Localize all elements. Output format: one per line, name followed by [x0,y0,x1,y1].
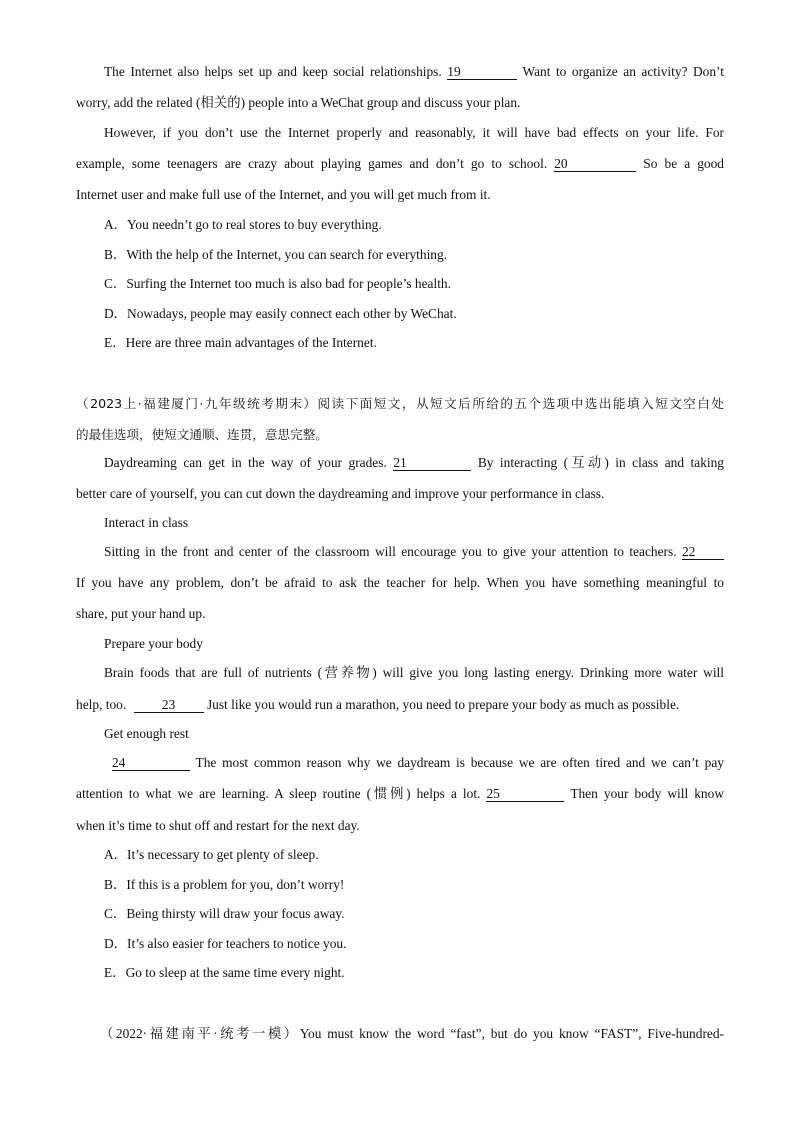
blank-21: 21 [393,455,471,471]
passage-line: help, too. 23 Just like you would run a marathon, you need to prepare your body as much as possible. [76,697,680,712]
instruction-line: （2023上·福建厦门·九年级统考期末）阅读下面短文，从短文后所给的五个选项中选出能填入短文空白处 [76,396,724,411]
section-heading: Prepare your body [104,636,203,651]
passage-line: Brain foods that are full of nutrients (营养物) will give you long lasting energy. Drinking more water will [104,665,724,680]
option-c: C．Being thirsty will draw your focus away. [104,906,345,921]
passage-line: share, put your hand up. [76,606,206,621]
passage-line: However, if you don’t use the Internet properly and reasonably, it will have bad effects on your life. For [104,125,724,140]
blank-22: 22 [682,544,724,560]
instruction-line: 的最佳选项，使短文通顺、连贯，意思完整。 [76,427,328,442]
passage-line: （2022·福建南平·统考一模）You must know the word “fast”, but do you know “FAST”, Five-hundred- [100,1026,724,1041]
passage-line: example, some teenagers are crazy about playing games and don’t go to school. 20 So be a good [76,156,724,171]
blank-23: 23 [134,697,204,713]
option-e: E．Go to sleep at the same time every night. [104,965,345,980]
option-a: A．You needn’t go to real stores to buy everything. [104,217,382,232]
passage-line: when it’s time to shut off and restart for the next day. [76,818,360,833]
blank-24: 24 [112,755,190,771]
option-e: E．Here are three main advantages of the Internet. [104,335,377,350]
option-c: C．Surfing the Internet too much is also bad for people’s health. [104,276,451,291]
blank-25: 25 [486,786,564,802]
passage-line: better care of yourself, you can cut down the daydreaming and improve your performance in class. [76,486,605,501]
passage-line: attention to what we are learning. A sleep routine (惯例) helps a lot. 25 Then your body will know [76,786,724,801]
passage-line: If you have any problem, don’t be afraid to ask the teacher for help. When you have something meaningful to [76,575,724,590]
passage-line: Sitting in the front and center of the classroom will encourage you to give your attention to teachers. 22 [104,543,724,561]
option-b: B．With the help of the Internet, you can search for everything. [104,247,448,262]
option-b: B．If this is a problem for you, don’t worry! [104,877,345,892]
blank-19: 19 [447,64,517,80]
option-d: D．Nowadays, people may easily connect each other by WeChat. [104,306,457,321]
option-d: D．It’s also easier for teachers to notice you. [104,936,347,951]
passage-line: 24 The most common reason why we daydream is because we are often tired and we can’t pay [112,755,724,770]
passage-line: The Internet also helps set up and keep social relationships. 19 Want to organize an activity? Don’t [104,64,724,79]
passage-line: Internet user and make full use of the Internet, and you will get much from it. [76,187,491,202]
blank-20: 20 [554,156,636,172]
section-heading: Interact in class [104,515,189,530]
option-a: A．It’s necessary to get plenty of sleep. [104,847,319,862]
passage-line: worry, add the related (相关的) people into a WeChat group and discuss your plan. [76,95,521,110]
passage-line: Daydreaming can get in the way of your grades. 21 By interacting (互动) in class and taking [104,455,724,470]
section-heading: Get enough rest [104,726,189,741]
